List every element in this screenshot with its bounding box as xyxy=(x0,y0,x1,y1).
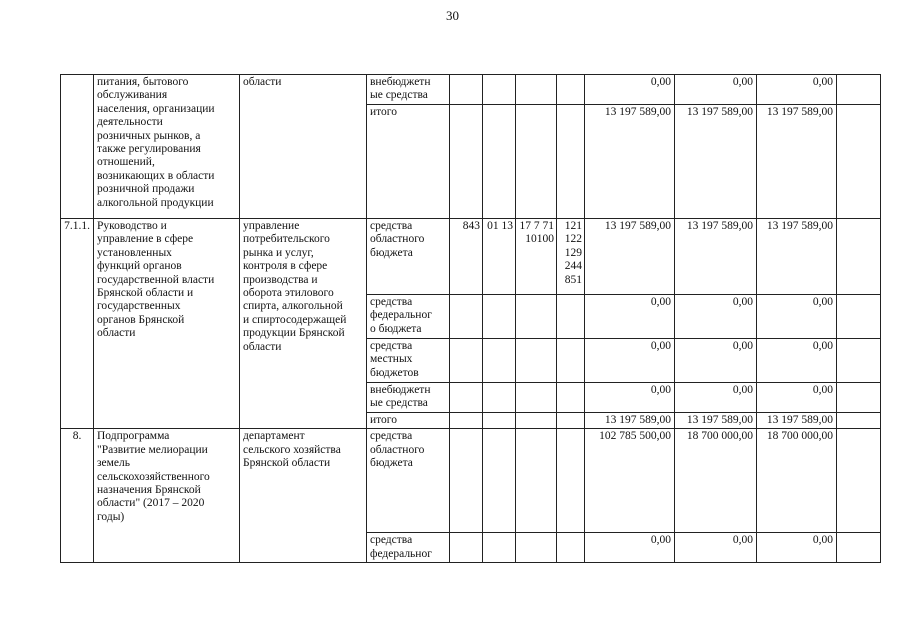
rzpr-cell xyxy=(483,429,516,533)
text-line: государственных xyxy=(97,300,181,313)
csr-cell xyxy=(516,429,557,533)
text-line: ые средства xyxy=(370,397,428,410)
text-line: 244 xyxy=(564,260,582,273)
amount-year1: 0,00 xyxy=(585,533,675,563)
text-line: населения, организации xyxy=(97,102,215,115)
grbs-cell xyxy=(450,429,483,533)
table-row xyxy=(61,219,881,295)
rzpr-cell: 01 13 xyxy=(483,219,516,295)
vr-cell xyxy=(557,383,585,413)
text-line: "Развитие мелиорации xyxy=(97,443,208,456)
text-line: возникающих в области xyxy=(97,169,215,182)
vr-cell xyxy=(557,75,585,105)
rzpr-cell xyxy=(483,413,516,429)
funding-source-cell xyxy=(367,75,450,105)
activity-cell xyxy=(94,75,240,219)
text-line: 129 xyxy=(564,246,582,259)
text-line: области xyxy=(243,76,282,88)
table-row xyxy=(61,75,881,105)
vr-cell xyxy=(557,413,585,429)
text-line: и спиртосодержащей xyxy=(243,313,347,326)
vr-cell xyxy=(557,105,585,219)
text-line: области" (2017 – 2020 xyxy=(97,497,205,510)
extra-cell xyxy=(837,413,881,429)
text-line: 851 xyxy=(564,273,582,286)
grbs-cell xyxy=(450,75,483,105)
grbs-cell: 843 xyxy=(450,219,483,295)
text-line: Подпрограмма xyxy=(97,430,170,443)
amount-year1: 13 197 589,00 xyxy=(585,413,675,429)
vr-cell xyxy=(557,219,585,295)
activity-cell xyxy=(94,429,240,563)
vr-cell xyxy=(557,339,585,383)
amount-year3: 13 197 589,00 xyxy=(757,219,837,295)
text-line: годы) xyxy=(97,510,125,523)
text-line: производства и xyxy=(243,273,318,286)
text-line: итого xyxy=(370,414,397,426)
extra-cell xyxy=(837,219,881,295)
text-line: местных xyxy=(370,353,413,366)
vr-cell xyxy=(557,533,585,563)
funding-source-cell xyxy=(367,533,450,563)
text-line: Брянской области и xyxy=(97,287,194,300)
text-line: федеральног xyxy=(370,547,432,560)
activity-cell xyxy=(94,219,240,429)
text-line: рынка и услуг, xyxy=(243,246,314,259)
text-line: средства xyxy=(370,430,413,443)
amount-year2: 13 197 589,00 xyxy=(675,105,757,219)
text-line: розничных рынков, а xyxy=(97,129,201,142)
text-line: бюджетов xyxy=(370,366,419,379)
csr-cell xyxy=(516,383,557,413)
grbs-cell xyxy=(450,295,483,339)
csr-cell xyxy=(516,75,557,105)
text-line: розничной продажи xyxy=(97,183,195,196)
row-number-cell: 8. xyxy=(61,429,94,563)
text-line: алкогольной продукции xyxy=(97,196,214,209)
amount-year3: 0,00 xyxy=(757,75,837,105)
csr-cell xyxy=(516,295,557,339)
extra-cell xyxy=(837,75,881,105)
text-line: спирта, алкогольной xyxy=(243,300,343,313)
amount-year1: 0,00 xyxy=(585,383,675,413)
grbs-cell xyxy=(450,383,483,413)
executor-cell xyxy=(240,219,367,429)
text-line: итого xyxy=(370,106,397,118)
table-row xyxy=(61,429,881,533)
text-line: также регулирования xyxy=(97,143,201,156)
grbs-cell xyxy=(450,105,483,219)
text-line: земель xyxy=(97,457,131,470)
vr-cell xyxy=(557,429,585,533)
csr-cell xyxy=(516,533,557,563)
text-line: потребительского xyxy=(243,233,330,246)
grbs-cell xyxy=(450,339,483,383)
row-number-cell: 7.1.1. xyxy=(61,219,94,429)
text-line: установленных xyxy=(97,246,172,259)
rzpr-cell xyxy=(483,383,516,413)
text-line: 17 7 71 xyxy=(519,220,554,232)
text-line: ые средства xyxy=(370,89,428,102)
amount-year2: 0,00 xyxy=(675,339,757,383)
amount-year2: 0,00 xyxy=(675,295,757,339)
amount-year2: 13 197 589,00 xyxy=(675,413,757,429)
amount-year1: 0,00 xyxy=(585,295,675,339)
row-number-cell xyxy=(61,75,94,219)
text-line: области xyxy=(97,327,136,340)
text-line: обслуживания xyxy=(97,89,168,102)
amount-year3: 0,00 xyxy=(757,383,837,413)
amount-year3: 0,00 xyxy=(757,533,837,563)
text-line: внебюджетн xyxy=(370,384,431,396)
text-line: Брянской области xyxy=(243,457,331,470)
amount-year3: 0,00 xyxy=(757,339,837,383)
rzpr-cell xyxy=(483,533,516,563)
text-line: средства xyxy=(370,220,413,232)
text-line: 121 xyxy=(564,220,582,232)
extra-cell xyxy=(837,105,881,219)
text-line: 10100 xyxy=(525,233,554,246)
grbs-cell xyxy=(450,533,483,563)
executor-cell xyxy=(240,429,367,563)
extra-cell xyxy=(837,533,881,563)
text-line: органов Брянской xyxy=(97,313,185,326)
text-line: управление в сфере xyxy=(97,233,194,246)
text-line: о бюджета xyxy=(370,322,422,335)
amount-year2: 18 700 000,00 xyxy=(675,429,757,533)
rzpr-cell xyxy=(483,339,516,383)
csr-cell xyxy=(516,105,557,219)
rzpr-cell xyxy=(483,105,516,219)
amount-year2: 0,00 xyxy=(675,75,757,105)
vr-cell xyxy=(557,295,585,339)
extra-cell xyxy=(837,383,881,413)
csr-cell xyxy=(516,219,557,295)
text-line: продукции Брянской xyxy=(243,327,345,340)
text-line: сельского хозяйства xyxy=(243,443,341,456)
amount-year3: 13 197 589,00 xyxy=(757,413,837,429)
budget-table xyxy=(60,74,881,563)
amount-year3: 0,00 xyxy=(757,295,837,339)
text-line: контроля в сфере xyxy=(243,260,328,273)
grbs-cell xyxy=(450,413,483,429)
text-line: деятельности xyxy=(97,116,163,129)
text-line: назначения Брянской xyxy=(97,484,201,497)
text-line: областного xyxy=(370,233,425,246)
amount-year2: 0,00 xyxy=(675,533,757,563)
csr-cell xyxy=(516,413,557,429)
text-line: отношений, xyxy=(97,156,155,169)
amount-year2: 13 197 589,00 xyxy=(675,219,757,295)
text-line: области xyxy=(243,340,282,353)
text-line: федеральног xyxy=(370,309,432,322)
text-line: управление xyxy=(243,220,300,232)
amount-year1: 13 197 589,00 xyxy=(585,105,675,219)
funding-source-cell xyxy=(367,413,450,429)
extra-cell xyxy=(837,295,881,339)
amount-year1: 0,00 xyxy=(585,75,675,105)
funding-source-cell xyxy=(367,219,450,295)
text-line: 122 xyxy=(564,233,582,246)
rzpr-cell xyxy=(483,295,516,339)
text-line: областного xyxy=(370,443,425,456)
funding-source-cell xyxy=(367,339,450,383)
text-line: сельскохозяйственного xyxy=(97,470,210,483)
extra-cell xyxy=(837,339,881,383)
funding-source-cell xyxy=(367,383,450,413)
amount-year1: 0,00 xyxy=(585,339,675,383)
text-line: питания, бытового xyxy=(97,76,189,88)
amount-year2: 0,00 xyxy=(675,383,757,413)
text-line: внебюджетн xyxy=(370,76,431,88)
text-line: средства xyxy=(370,340,413,352)
amount-year3: 13 197 589,00 xyxy=(757,105,837,219)
amount-year1: 102 785 500,00 xyxy=(585,429,675,533)
text-line: средства xyxy=(370,534,413,547)
text-line: функций органов xyxy=(97,260,182,273)
executor-cell xyxy=(240,75,367,219)
funding-source-cell xyxy=(367,429,450,533)
rzpr-cell xyxy=(483,75,516,105)
text-line: государственной власти xyxy=(97,273,215,286)
amount-year3: 18 700 000,00 xyxy=(757,429,837,533)
text-line: оборота этилового xyxy=(243,287,334,300)
page-number: 30 xyxy=(446,8,459,23)
csr-cell xyxy=(516,339,557,383)
amount-year1: 13 197 589,00 xyxy=(585,219,675,295)
extra-cell xyxy=(837,429,881,533)
funding-source-cell xyxy=(367,105,450,219)
text-line: средства xyxy=(370,296,413,308)
funding-source-cell xyxy=(367,295,450,339)
text-line: Руководство и xyxy=(97,220,167,232)
text-line: бюджета xyxy=(370,457,413,470)
text-line: бюджета xyxy=(370,246,413,259)
text-line: департамент xyxy=(243,430,305,443)
